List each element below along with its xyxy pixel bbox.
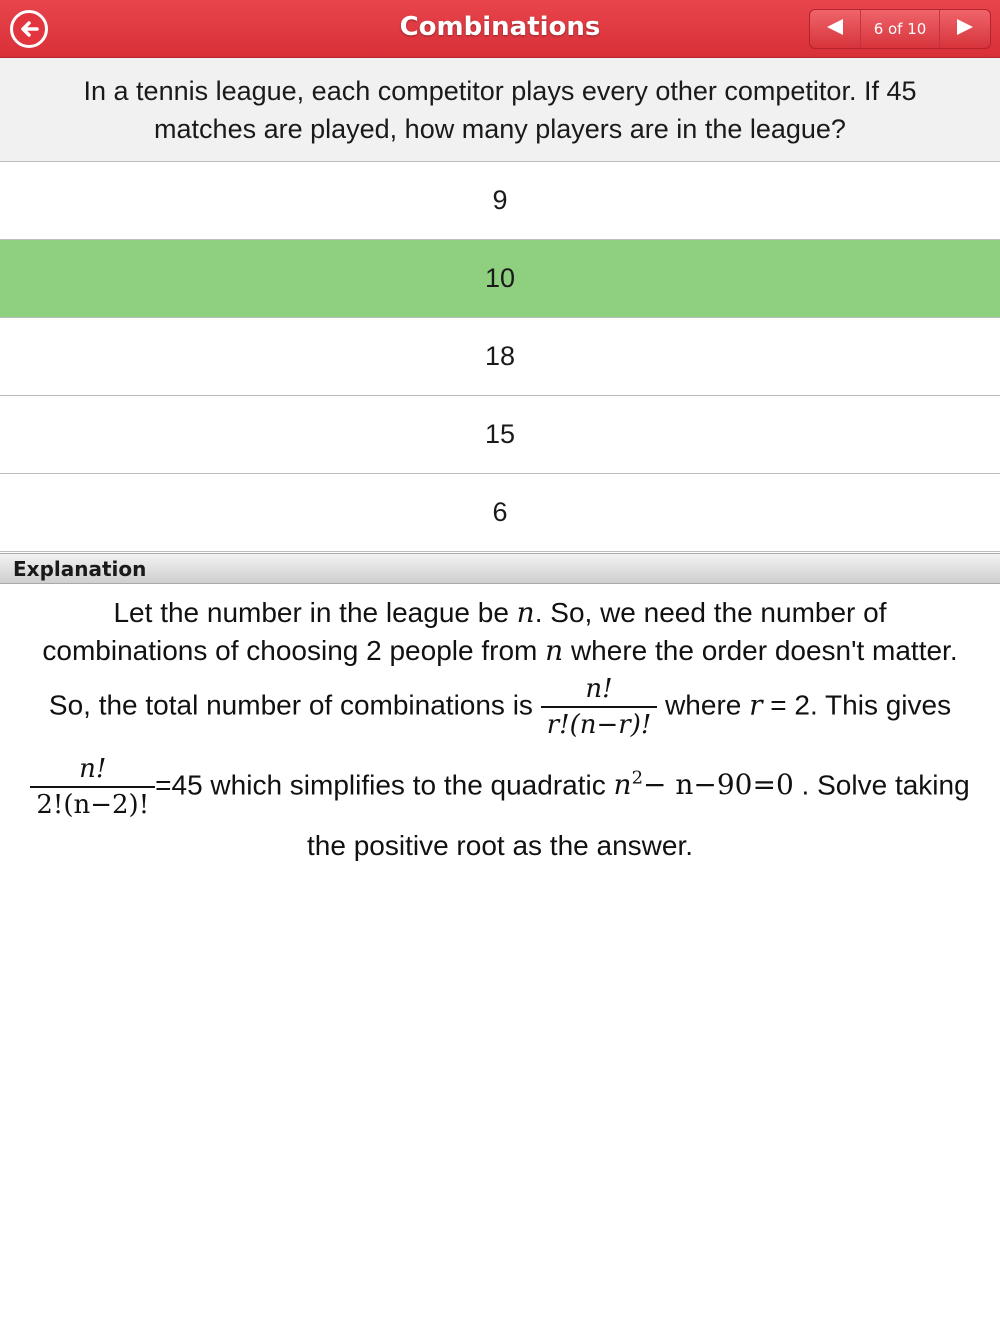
explanation-line-3: So, the total number of combinations is $\frac{n!}{r!(n-r)!}$ where r = 2. This gives xyxy=(48,674,952,740)
quadratic-equation: $n^2- n-90=0$ xyxy=(613,768,794,802)
explanation-line-2: combinations of choosing 2 people from n where the order doesn't matter. xyxy=(42,634,958,667)
combination-formula: $\frac{n!}{r!(n-r)!}$ xyxy=(541,672,658,742)
substituted-formula: $\frac{n!}{2!(n-2)!}$ xyxy=(30,752,155,822)
explanation-line-5: the positive root as the answer. xyxy=(307,830,693,861)
explanation-heading: Explanation xyxy=(0,553,1000,584)
answer-option-5[interactable]: 6 xyxy=(0,474,1000,552)
answer-option-2-correct[interactable]: 10 xyxy=(0,240,1000,318)
next-button[interactable] xyxy=(940,10,990,48)
page-title: Combinations xyxy=(399,12,601,42)
back-button[interactable] xyxy=(10,10,48,48)
question-text: In a tennis league, each competitor plays every other competitor. If 45 matches are played, how many players are in the league? xyxy=(0,58,1000,162)
triangle-right-icon xyxy=(955,18,975,41)
previous-button[interactable] xyxy=(810,10,860,48)
question-pager xyxy=(809,9,991,49)
explanation-line-4: $\frac{n!}{2!(n-2)!}$ =45 which simplifies to the quadratic $n^2- n-90=0$ . Solve taking xyxy=(0,752,1000,822)
explanation-line-1: Let the number in the league be n. So, we need the number of xyxy=(113,596,887,629)
pager-count: 6 of 10 xyxy=(860,10,940,48)
top-bar xyxy=(0,0,1000,58)
answer-option-4[interactable]: 15 xyxy=(0,396,1000,474)
triangle-left-icon xyxy=(825,18,845,41)
answer-option-1[interactable]: 9 xyxy=(0,162,1000,240)
answer-list xyxy=(0,162,1000,552)
answer-option-3[interactable]: 18 xyxy=(0,318,1000,396)
